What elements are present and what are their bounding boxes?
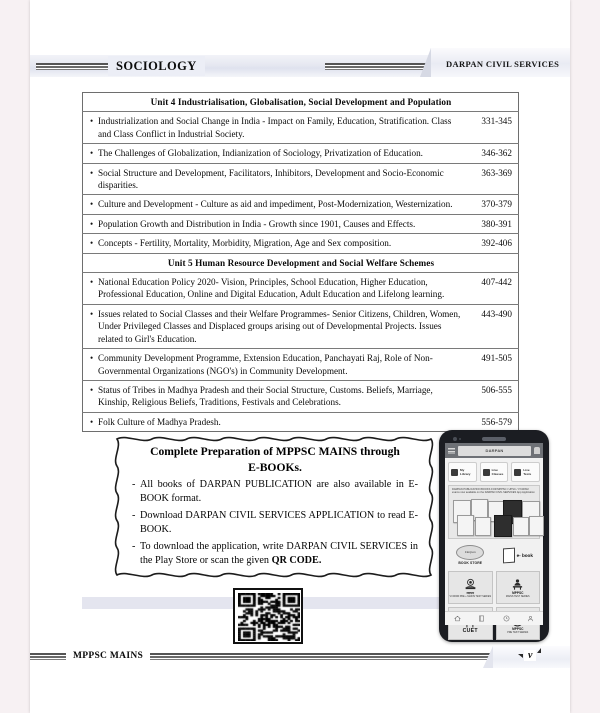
header-brand-tab [430,48,570,77]
promo-bullet-text [140,540,418,569]
bullet-icon: • [90,148,94,159]
table-row [83,214,519,233]
front-camera-icon [453,437,457,441]
hero-banner[interactable] [448,485,540,539]
sensor-icon [459,438,461,440]
book-store-entry[interactable] [448,542,493,568]
student-desk-icon [511,578,524,591]
bullet-icon: • [90,277,94,288]
table-row [83,234,519,253]
notification-bell-icon[interactable] [534,447,540,454]
unit-heading: Unit 5 Human Resource Development and Social Welfare Schemes [83,253,519,272]
darpan-badge-icon: Darpan [456,545,484,560]
course-tile-mppsc-mains[interactable] [496,571,541,604]
footer-label: MPPSC MAINS [66,649,150,664]
promo-bullet [132,509,418,538]
entry-row [90,276,512,301]
entry-row [90,352,512,377]
home-icon[interactable] [454,615,461,622]
syllabus-entry-text: Culture and Development - Culture as aid and impediment, Post-Modernization, Westernization. [98,199,453,210]
ebook-entry[interactable] [496,542,541,568]
running-footer [30,648,570,666]
syllabus-entry-pages: 443-490 [481,308,512,319]
ebook-label: e- book [516,552,533,558]
table-row [83,380,519,412]
course-grid [445,568,543,640]
app-logo: DARPAN [458,446,531,456]
book-cover-icon [513,517,529,536]
syllabus-entry-pages: 331-345 [481,116,512,127]
phone-mockup [439,430,549,642]
bullet-icon: • [90,238,94,249]
promo-bullet-text-plain: To download the application, write DARPAN CIVIL SERVICES in the Play Store or scan the given [140,540,418,567]
course-tile-subtitle: VYAPAM PRE + MAINS TEST SERIES [449,595,492,598]
promo-dash: - [132,479,136,490]
store-ebook-row [445,539,543,568]
course-tile-subtitle: PRE TEST SERIES [507,631,529,634]
table-row [83,273,519,305]
bullet-icon: • [90,199,94,210]
course-tile-vyapam[interactable] [448,571,493,604]
hamburger-menu-icon[interactable] [448,448,455,454]
syllabus-entry-cell [83,163,519,195]
syllabus-entry-pages: 407-442 [481,277,512,288]
hero-caption: DARPAN PUBLICATION BOOKS FOR MPPSC / UPSC / VYAPAM exams now available on the DARPAN CIVIL SERVICES App Application [452,488,535,495]
syllabus-entry-pages: 380-391 [481,218,512,229]
entry-row [90,384,512,409]
syllabus-entry-pages: 363-369 [481,167,512,178]
table-row [83,144,519,163]
book-store-label: BOOK STORE [458,561,483,566]
syllabus-table-wrapper [82,92,519,432]
quick-tile-label: Library [460,472,471,476]
unit-heading-row [83,253,519,272]
syllabus-entry-pages: 491-505 [481,353,512,364]
syllabus-entry-cell [83,380,519,412]
page-sheet [30,0,570,713]
bullet-icon: • [90,218,94,229]
promo-content [122,442,426,572]
qr-code [233,588,303,644]
promo-dash: - [132,540,136,552]
phone-notch-bar [439,433,549,440]
book-cover-icon [529,516,544,536]
page-number: v [524,650,536,661]
header-rule-right [325,63,435,70]
quick-tile-live-classes[interactable] [480,462,509,482]
promo-bullet-text: Download DARPAN CIVIL SERVICES APPLICATION to read E-BOOK. [140,509,418,536]
syllabus-entry-cell [83,273,519,305]
syllabus-entry-pages: 392-406 [481,238,512,249]
running-header [30,55,570,77]
ebook-row [503,548,533,563]
user-icon[interactable] [527,615,534,622]
test-icon [514,469,521,476]
course-tile-subtitle: MAINS TEST SERIES [505,595,530,598]
promo-dash: - [132,509,136,521]
syllabus-entry-text: Folk Culture of Madhya Pradesh. [98,416,221,427]
promo-bullet [132,540,418,569]
table-row [83,112,519,144]
course-tile-title: MPPSC [512,591,524,595]
header-rule-left [36,63,108,70]
syllabus-entry-text: Concepts - Fertility, Mortality, Morbidity, Migration, Age and Sex composition. [98,238,392,249]
promo-bullet [132,478,418,507]
syllabus-entry-cell [83,349,519,381]
app-bottom-navbar [445,611,543,625]
syllabus-entry-cell [83,214,519,233]
syllabus-entry-cell [83,304,519,348]
earpiece-speaker [482,437,506,441]
syllabus-entry-text: Issues related to Social Classes and their Welfare Programmes- Senior Citizens, Children, Women, Under Privileged Classes and Displaced groups arising out of Developmental Projects. Issues related to Girl's Education. [98,308,461,344]
book-cover-icon [494,515,512,537]
syllabus-entry-text: National Education Policy 2020- Vision, Principles, School Education, Higher Education, Professional Education, Online and Digital Education, Adult Education and Lifelong learning. [98,277,445,300]
course-tile-title: MPPSC [512,627,524,631]
video-icon [483,469,490,476]
syllabus-entry-pages: 346-362 [481,148,512,159]
syllabus-entry-cell [83,112,519,144]
badge-book-icon [464,578,477,591]
quick-tile-label: Classes [491,472,504,476]
unit-heading: Unit 4 Industrialisation, Globalisation, Social Development and Population [150,97,452,107]
unit-heading-row [83,93,519,112]
course-tile-title: व्यापम [466,591,474,595]
bullet-icon: • [90,353,94,364]
table-row [83,163,519,195]
table-row [83,349,519,381]
page-title: SOCIOLOGY [108,56,205,76]
syllabus-entry-pages: 506-555 [481,384,512,395]
book-cover-icon [475,517,491,536]
syllabus-entry-pages: 370-379 [481,199,512,210]
quick-tile-my-library[interactable] [448,462,477,482]
entry-row [90,237,512,249]
quick-tile-label: Live [491,468,498,472]
bullet-icon: • [90,116,94,127]
syllabus-entry-text: Status of Tribes in Madhya Pradesh and their Social Structure, Customs. Beliefs, Marriage, Kinship, Religious Beliefs, Traditions, Festivals and Celebrations. [98,384,433,408]
syllabus-entry-text: Social Structure and Development, Facilitators, Inhibitors, Development and Socio-Economic disparities. [98,167,444,191]
entry-row [90,147,512,159]
clock-icon[interactable] [503,615,510,622]
footer-caret-right-icon [537,648,541,653]
promo-bullet-text-emphasis: QR CODE. [271,555,322,567]
entry-row [90,416,512,428]
table-row [83,195,519,214]
page-icon [503,547,515,563]
book-icon[interactable] [478,615,485,622]
quick-tiles [445,458,543,485]
syllabus-entry-cell [83,195,519,214]
syllabus-table [82,92,519,432]
entry-row [90,115,512,140]
bullet-icon: • [90,308,94,319]
promo-heading-line1: Complete Preparation of MPPSC MAINS through [150,445,400,458]
promo-heading-line2: E-BOOKs. [248,461,302,474]
quick-tile-live-tests[interactable] [511,462,540,482]
book-collage [451,498,537,536]
promo-bullet-text: All books of DARPAN PUBLICATION are also available in E-BOOK format. [140,479,418,505]
entry-row [90,167,512,192]
footer-caret-left-icon [518,654,523,658]
app-topbar [445,443,543,458]
syllabus-entry-text: The Challenges of Globalization, Indianization of Sociology, Privatization of Education. [98,148,423,159]
table-row [83,304,519,348]
syllabus-entry-cell [83,144,519,163]
quick-tile-label: My [460,468,465,472]
entry-row [90,308,512,345]
quick-tile-label: Live [523,468,530,472]
syllabus-entry-text: Population Growth and Distribution in India - Growth since 1901, Causes and Effects. [98,218,416,229]
bullet-icon: • [90,384,94,395]
phone-screen [445,443,543,634]
entry-row [90,218,512,230]
library-icon [451,469,458,476]
promo-box [112,434,436,580]
syllabus-entry-pages: 556-579 [481,416,512,427]
brand-label: DARPAN CIVIL SERVICES [446,59,560,69]
book-cover-icon [457,515,474,536]
syllabus-entry-cell [83,412,519,431]
quick-tile-label: Tests [523,472,532,476]
bullet-icon: • [90,416,94,427]
syllabus-entry-text: Community Development Programme, Extension Education, Panchayati Raj, Role of Non-Governmental Organizations (NGO's) in Community Development. [98,353,433,376]
syllabus-entry-text: Industrialization and Social Change in India - Impact on Family, Education, Stratification. Class and Class Conflict in Industrial Society. [98,116,452,139]
syllabus-entry-cell [83,234,519,253]
course-tile-title: CUET [462,627,478,634]
table-row [83,412,519,431]
bullet-icon: • [90,167,94,178]
entry-row [90,198,512,210]
